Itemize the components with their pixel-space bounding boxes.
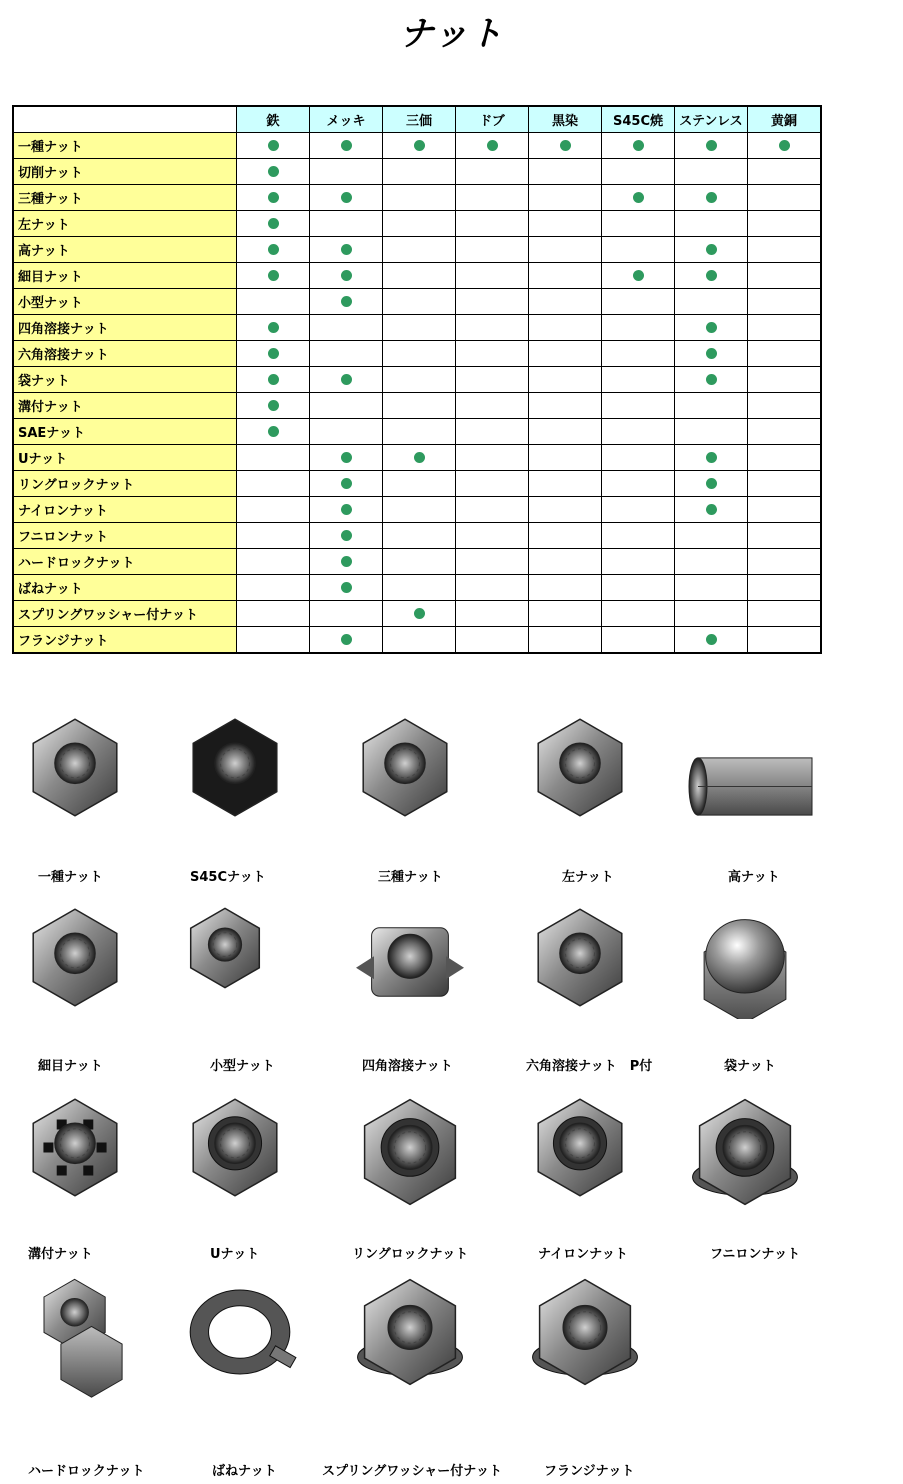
row-label: 切削ナット: [13, 159, 237, 185]
product-caption: ばねナット: [212, 1464, 277, 1479]
table-cell: [456, 263, 529, 289]
table-cell: [675, 471, 748, 497]
table-cell: [383, 133, 456, 159]
product-caption: 小型ナット: [210, 1059, 275, 1074]
table-cell: [237, 367, 310, 393]
available-dot-icon: [341, 452, 352, 463]
available-dot-icon: [706, 140, 717, 151]
table-cell: [602, 289, 675, 315]
table-cell: [748, 497, 822, 523]
table-row: [13, 237, 821, 263]
available-dot-icon: [268, 426, 279, 437]
available-dot-icon: [706, 348, 717, 359]
available-dot-icon: [706, 478, 717, 489]
table-cell: [675, 263, 748, 289]
table-cell: [456, 419, 529, 445]
available-dot-icon: [341, 374, 352, 385]
table-cell: [675, 185, 748, 211]
available-dot-icon: [487, 140, 498, 151]
product-caption: 三種ナット: [378, 870, 443, 885]
table-cell: [675, 601, 748, 627]
table-cell: [529, 393, 602, 419]
table-cell: [310, 341, 383, 367]
available-dot-icon: [268, 270, 279, 281]
available-dot-icon: [706, 192, 717, 203]
table-cell: [310, 627, 383, 654]
row-label: スプリングワッシャー付ナット: [13, 601, 237, 627]
table-cell: [237, 237, 310, 263]
product-caption: フニロンナット: [710, 1247, 801, 1262]
table-cell: [602, 263, 675, 289]
table-cell: [675, 627, 748, 654]
table-cell: [456, 237, 529, 263]
table-cell: [748, 523, 822, 549]
table-cell: [675, 237, 748, 263]
table-cell: [675, 445, 748, 471]
table-cell: [456, 497, 529, 523]
table-cell: [383, 237, 456, 263]
table-cell: [675, 133, 748, 159]
table-cell: [602, 575, 675, 601]
nylon-nut-icon: [525, 1095, 635, 1204]
table-cell: [456, 627, 529, 654]
table-cell: [456, 289, 529, 315]
hex-nut-icon: [20, 715, 130, 824]
table-cell: [456, 133, 529, 159]
table-row: [13, 159, 821, 185]
table-cell: [310, 159, 383, 185]
cap-nut-icon: [685, 905, 805, 1023]
table-cell: [748, 601, 822, 627]
available-dot-icon: [268, 166, 279, 177]
table-cell: [675, 393, 748, 419]
table-cell: [748, 237, 822, 263]
finish-matrix-table: [12, 105, 822, 654]
product-caption: 六角溶接ナット P付: [526, 1059, 653, 1074]
row-label: 高ナット: [13, 237, 237, 263]
table-cell: [675, 575, 748, 601]
available-dot-icon: [633, 140, 644, 151]
table-cell: [675, 523, 748, 549]
table-cell: [675, 419, 748, 445]
table-cell: [529, 237, 602, 263]
product-caption: Uナット: [210, 1247, 260, 1262]
table-cell: [310, 575, 383, 601]
available-dot-icon: [706, 322, 717, 333]
table-cell: [456, 367, 529, 393]
coupling-nut-icon: [680, 715, 830, 862]
table-cell: [748, 575, 822, 601]
table-row: [13, 133, 821, 159]
table-cell: [383, 211, 456, 237]
table-row: [13, 315, 821, 341]
table-cell: [310, 549, 383, 575]
available-dot-icon: [341, 244, 352, 255]
column-header: ドブ: [456, 106, 529, 133]
column-header: メッキ: [310, 106, 383, 133]
product-caption: S45Cナット: [190, 870, 266, 885]
u-nut-icon: [180, 1095, 290, 1204]
available-dot-icon: [706, 504, 717, 515]
table-row: [13, 497, 821, 523]
table-cell: [237, 627, 310, 654]
table-cell: [237, 445, 310, 471]
row-label: リングロックナット: [13, 471, 237, 497]
table-cell: [456, 549, 529, 575]
table-cell: [310, 601, 383, 627]
column-header: 三価: [383, 106, 456, 133]
product-caption: 袋ナット: [724, 1059, 776, 1074]
table-cell: [529, 133, 602, 159]
table-cell: [748, 133, 822, 159]
table-cell: [310, 393, 383, 419]
table-cell: [237, 341, 310, 367]
table-cell: [529, 315, 602, 341]
table-cell: [456, 341, 529, 367]
table-cell: [310, 367, 383, 393]
table-cell: [529, 185, 602, 211]
table-cell: [748, 185, 822, 211]
table-body: [13, 133, 821, 654]
table-cell: [237, 159, 310, 185]
table-cell: [748, 159, 822, 185]
table-cell: [383, 445, 456, 471]
table-cell: [237, 263, 310, 289]
row-label: 六角溶接ナット: [13, 341, 237, 367]
available-dot-icon: [268, 218, 279, 229]
table-row: [13, 445, 821, 471]
table-cell: [237, 133, 310, 159]
table-cell: [310, 497, 383, 523]
table-cell: [602, 549, 675, 575]
table-cell: [529, 549, 602, 575]
table-cell: [748, 549, 822, 575]
table-cell: [383, 289, 456, 315]
table-cell: [602, 159, 675, 185]
table-row: [13, 367, 821, 393]
table-cell: [383, 575, 456, 601]
table-cell: [675, 341, 748, 367]
available-dot-icon: [268, 192, 279, 203]
table-cell: [310, 419, 383, 445]
table-cell: [602, 315, 675, 341]
header-corner-cell: [13, 106, 237, 133]
available-dot-icon: [341, 582, 352, 593]
table-cell: [237, 419, 310, 445]
available-dot-icon: [268, 140, 279, 151]
table-cell: [529, 601, 602, 627]
available-dot-icon: [341, 556, 352, 567]
table-cell: [456, 523, 529, 549]
table-cell: [383, 159, 456, 185]
table-cell: [602, 601, 675, 627]
table-cell: [748, 367, 822, 393]
table-cell: [383, 367, 456, 393]
product-caption: 一種ナット: [38, 870, 103, 885]
flange-nylon-nut-icon: [685, 1095, 805, 1213]
available-dot-icon: [268, 374, 279, 385]
table-cell: [529, 289, 602, 315]
table-cell: [602, 627, 675, 654]
table-cell: [602, 445, 675, 471]
row-label: 袋ナット: [13, 367, 237, 393]
table-cell: [383, 185, 456, 211]
table-row: [13, 549, 821, 575]
table-cell: [748, 471, 822, 497]
product-caption: 左ナット: [562, 870, 614, 885]
available-dot-icon: [341, 270, 352, 281]
table-cell: [529, 471, 602, 497]
table-cell: [529, 159, 602, 185]
table-cell: [383, 341, 456, 367]
product-caption: 溝付ナット: [28, 1247, 93, 1262]
table-cell: [602, 133, 675, 159]
available-dot-icon: [341, 504, 352, 515]
row-label: ばねナット: [13, 575, 237, 601]
table-cell: [748, 393, 822, 419]
table-cell: [748, 419, 822, 445]
table-cell: [237, 289, 310, 315]
table-cell: [456, 393, 529, 419]
table-cell: [529, 497, 602, 523]
product-caption: 細目ナット: [38, 1059, 103, 1074]
table-cell: [675, 549, 748, 575]
available-dot-icon: [268, 400, 279, 411]
table-row: [13, 211, 821, 237]
table-cell: [602, 367, 675, 393]
table-cell: [237, 523, 310, 549]
table-cell: [383, 315, 456, 341]
product-caption: ナイロンナット: [538, 1247, 628, 1262]
available-dot-icon: [706, 634, 717, 645]
table-cell: [456, 445, 529, 471]
table-cell: [383, 601, 456, 627]
table-cell: [529, 523, 602, 549]
table-cell: [383, 549, 456, 575]
available-dot-icon: [706, 244, 717, 255]
table-row: [13, 341, 821, 367]
table-cell: [456, 159, 529, 185]
table-cell: [529, 211, 602, 237]
row-label: フランジナット: [13, 627, 237, 654]
table-cell: [383, 263, 456, 289]
table-cell: [456, 601, 529, 627]
table-cell: [748, 445, 822, 471]
table-cell: [675, 497, 748, 523]
table-cell: [675, 211, 748, 237]
available-dot-icon: [268, 348, 279, 359]
table-row: [13, 263, 821, 289]
table-cell: [748, 263, 822, 289]
table-cell: [602, 471, 675, 497]
table-cell: [529, 341, 602, 367]
table-cell: [237, 471, 310, 497]
row-label: ハードロックナット: [13, 549, 237, 575]
table-header-row: [13, 106, 821, 133]
table-cell: [529, 419, 602, 445]
available-dot-icon: [268, 322, 279, 333]
table-cell: [383, 497, 456, 523]
column-header: 黒染: [529, 106, 602, 133]
flange-nut-icon: [525, 1275, 645, 1393]
table-cell: [748, 289, 822, 315]
available-dot-icon: [341, 140, 352, 151]
row-label: 溝付ナット: [13, 393, 237, 419]
available-dot-icon: [268, 244, 279, 255]
table-cell: [310, 211, 383, 237]
table-cell: [602, 497, 675, 523]
table-cell: [310, 315, 383, 341]
row-label: Uナット: [13, 445, 237, 471]
available-dot-icon: [633, 270, 644, 281]
hex-nut-icon: [525, 715, 635, 824]
table-cell: [602, 185, 675, 211]
row-label: SAEナット: [13, 419, 237, 445]
hex-nut-icon: [20, 905, 130, 1014]
row-label: 一種ナット: [13, 133, 237, 159]
table-cell: [237, 211, 310, 237]
product-caption: フランジナット: [544, 1464, 635, 1479]
hard-lock-nut-icon: [20, 1275, 150, 1403]
spring-washer-nut-icon: [350, 1275, 470, 1393]
product-caption: スプリングワッシャー付ナット: [322, 1464, 503, 1479]
ring-lock-nut-icon: [350, 1095, 470, 1213]
column-header: ステンレス: [675, 106, 748, 133]
table-cell: [310, 133, 383, 159]
product-caption: ハードロックナット: [28, 1464, 145, 1479]
table-row: [13, 471, 821, 497]
row-label: フニロンナット: [13, 523, 237, 549]
table-cell: [675, 315, 748, 341]
table-cell: [602, 211, 675, 237]
table-cell: [529, 445, 602, 471]
table-cell: [456, 211, 529, 237]
small-hex-nut-icon: [180, 905, 270, 995]
table-cell: [237, 549, 310, 575]
table-cell: [237, 315, 310, 341]
table-cell: [237, 393, 310, 419]
table-cell: [602, 419, 675, 445]
available-dot-icon: [341, 530, 352, 541]
available-dot-icon: [414, 452, 425, 463]
table-cell: [237, 601, 310, 627]
table-cell: [310, 471, 383, 497]
product-caption: リングロックナット: [352, 1247, 469, 1262]
square-weld-nut-icon: [350, 905, 470, 1023]
available-dot-icon: [341, 192, 352, 203]
table-cell: [748, 627, 822, 654]
column-header: S45C焼: [602, 106, 675, 133]
column-header: 黄銅: [748, 106, 822, 133]
table-cell: [675, 367, 748, 393]
black-hex-nut-icon: [180, 715, 290, 824]
page-title: ナット: [399, 14, 504, 54]
table-cell: [602, 523, 675, 549]
row-label: 小型ナット: [13, 289, 237, 315]
table-row: [13, 627, 821, 654]
table-cell: [456, 471, 529, 497]
available-dot-icon: [560, 140, 571, 151]
column-header: 鉄: [237, 106, 310, 133]
table-row: [13, 523, 821, 549]
row-label: ナイロンナット: [13, 497, 237, 523]
table-cell: [310, 445, 383, 471]
table-cell: [310, 237, 383, 263]
table-cell: [237, 185, 310, 211]
table-cell: [383, 419, 456, 445]
available-dot-icon: [341, 296, 352, 307]
table-cell: [383, 627, 456, 654]
table-cell: [748, 315, 822, 341]
table-row: [13, 289, 821, 315]
table-cell: [748, 341, 822, 367]
row-label: 三種ナット: [13, 185, 237, 211]
table-row: [13, 601, 821, 627]
row-label: 細目ナット: [13, 263, 237, 289]
available-dot-icon: [414, 608, 425, 619]
table-cell: [675, 289, 748, 315]
table-cell: [310, 185, 383, 211]
table-cell: [529, 367, 602, 393]
available-dot-icon: [706, 270, 717, 281]
table-cell: [675, 159, 748, 185]
product-caption: 四角溶接ナット: [362, 1059, 453, 1074]
table-cell: [529, 627, 602, 654]
table-cell: [310, 289, 383, 315]
table-cell: [748, 211, 822, 237]
table-cell: [529, 575, 602, 601]
available-dot-icon: [779, 140, 790, 151]
available-dot-icon: [706, 374, 717, 385]
table-row: [13, 185, 821, 211]
available-dot-icon: [706, 452, 717, 463]
product-caption: 高ナット: [728, 870, 780, 885]
table-cell: [602, 341, 675, 367]
table-cell: [310, 523, 383, 549]
available-dot-icon: [633, 192, 644, 203]
available-dot-icon: [414, 140, 425, 151]
castle-nut-icon: [20, 1095, 130, 1204]
table-cell: [456, 185, 529, 211]
table-cell: [383, 393, 456, 419]
table-cell: [602, 237, 675, 263]
table-cell: [237, 575, 310, 601]
table-row: [13, 393, 821, 419]
available-dot-icon: [341, 478, 352, 489]
hex-weld-nut-icon: [525, 905, 635, 1014]
table-cell: [310, 263, 383, 289]
table-cell: [602, 393, 675, 419]
row-label: 四角溶接ナット: [13, 315, 237, 341]
table-row: [13, 419, 821, 445]
table-cell: [383, 471, 456, 497]
available-dot-icon: [341, 634, 352, 645]
table-cell: [456, 575, 529, 601]
spring-nut-icon: [180, 1275, 300, 1393]
thin-hex-nut-icon: [350, 715, 460, 824]
table-cell: [237, 497, 310, 523]
table-cell: [383, 523, 456, 549]
row-label: 左ナット: [13, 211, 237, 237]
table-row: [13, 575, 821, 601]
table-cell: [529, 263, 602, 289]
table-cell: [456, 315, 529, 341]
